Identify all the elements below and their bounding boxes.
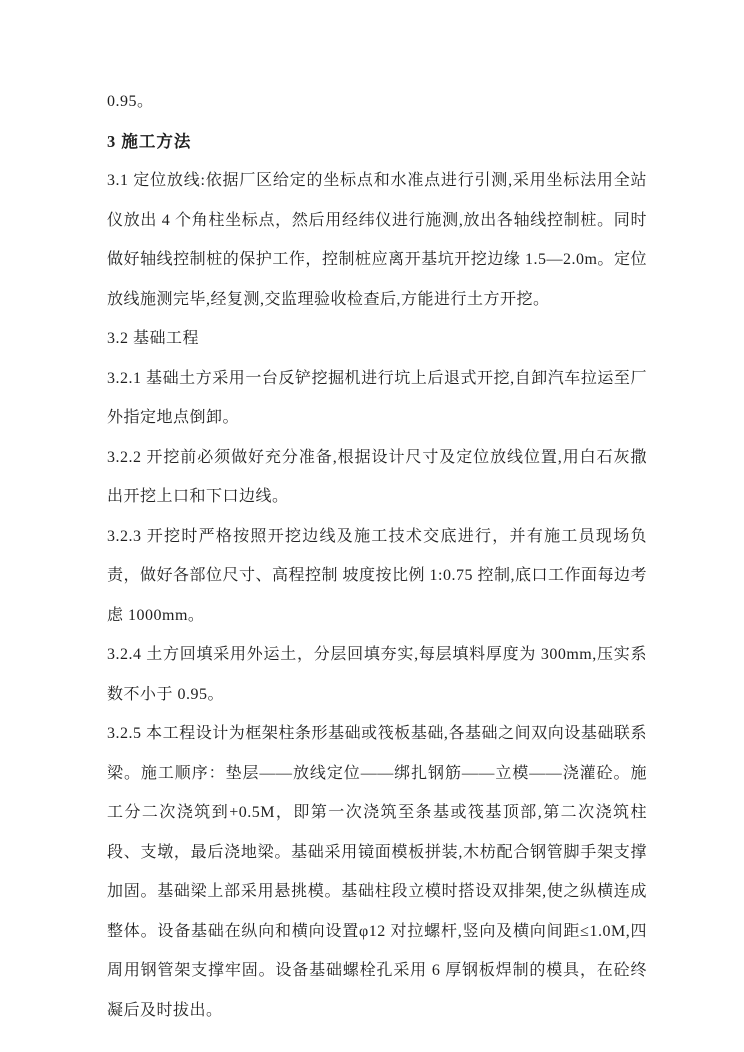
paragraph-3-2-4-backfill: 3.2.4 土方回填采用外运土，分层回填夯实,每层填料厚度为 300mm,压实系数不小于 0.95。 bbox=[107, 646, 647, 703]
paragraph-3-1-positioning-layout: 3.1 定位放线:依据厂区给定的坐标点和水准点进行引测,采用坐标法用全站仪放出 4 个角柱坐标点，然后用经纬仪进行施测,放出各轴线控制桩。同时做好轴线控制桩的保护工作，控制桩应离开基坑开挖边缘 1.5—2.0m。定位放线施测完毕,经复测,交监理验收检查后,方能进行土方开挖。 bbox=[107, 172, 647, 308]
paragraph-3-2-5-foundation-design-and-formwork: 3.2.5 本工程设计为框架柱条形基础或筏板基础,各基础之间双向设基础联系梁。施工顺序：垫层——放线定位——绑扎钢筋——立模——浇灌砼。施工分二次浇筑到+0.5M，即第一次浇筑至条基或筏基顶部,第二次浇筑柱段、支墩，最后浇地梁。基础采用镜面模板拼装,木枋配合钢管脚手架支撑加固。基础梁上部采用悬挑模。基础柱段立模时搭设双排架,使之纵横连成整体。设备基础在纵向和横向设置φ12 对拉螺杆,竖向及横向间距≤1.0M,四周用钢管架支撑牢固。设备基础螺栓孔采用 6 厚钢板焊制的模具，在砼终凝后及时拔出。 bbox=[107, 725, 647, 1019]
document-page bbox=[107, 82, 647, 1030]
paragraph-compaction-value: 0.95。 bbox=[107, 93, 154, 110]
paragraph-3-2-3-excavation-control: 3.2.3 开挖时严格按照开挖边线及施工技术交底进行，并有施工员现场负责，做好各部位尺寸、高程控制 坡度按比例 1:0.75 控制,底口工作面每边考虑 1000mm。 bbox=[107, 527, 647, 624]
paragraph-3-2-2-excavation-preparation: 3.2.2 开挖前必须做好充分准备,根据设计尺寸及定位放线位置,用白石灰撒出开挖上口和下口边线。 bbox=[107, 448, 647, 505]
paragraph-3-2-1-earthwork-excavation: 3.2.1 基础土方采用一台反铲挖掘机进行坑上后退式开挖,自卸汽车拉运至厂外指定地点倒卸。 bbox=[107, 369, 647, 426]
section-heading-construction-method: 3 施工方法 bbox=[107, 131, 192, 151]
paragraph-3-2-foundation-works: 3.2 基础工程 bbox=[107, 330, 200, 347]
